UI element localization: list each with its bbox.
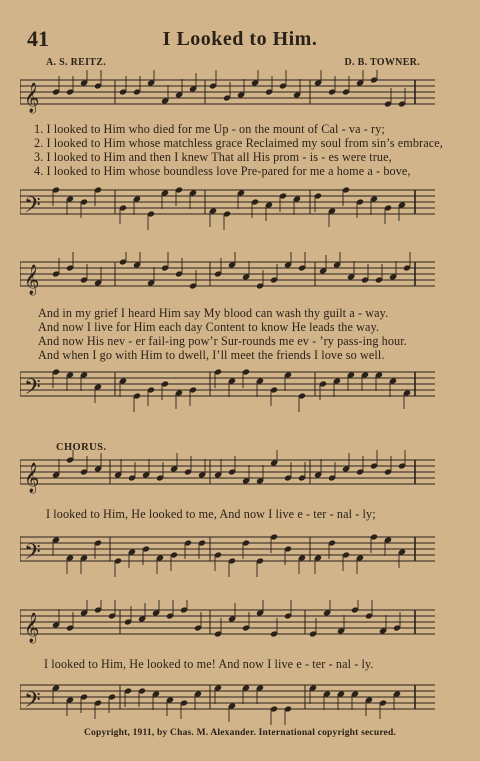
chorus-label: CHORUS. <box>56 442 107 453</box>
clef-icon: 𝄢 <box>24 688 41 718</box>
verse-4-line-1: 4. I looked to Him whose boundless love Pre-pared for me a home a - bove, <box>34 164 411 178</box>
copyright-notice: Copyright, 1911, by Chas. M. Alexander. International copyright secured. <box>83 728 397 738</box>
clef-icon: 𝄢 <box>24 540 41 570</box>
treble-staff-4 <box>20 600 435 652</box>
bass-staff-2 <box>20 362 435 412</box>
clef-icon: 𝄢 <box>24 193 41 223</box>
bass-staff-1 <box>20 180 435 230</box>
verse-2-line-2: And now I live for Him each day Content to know He leads the way. <box>38 320 380 334</box>
bass-staff-4 <box>20 675 435 727</box>
hymn-title: I Looked to Him. <box>162 28 318 50</box>
clef-icon: 𝄞 <box>24 265 40 295</box>
verse-3-line-1: 3. I looked to Him and then I knew That all His prom - is - es were true, <box>34 150 392 164</box>
treble-staff-2 <box>20 252 435 302</box>
author-credit: A. S. REITZ. <box>46 57 107 68</box>
verse-1-line-1: 1. I looked to Him who died for me Up - on the mount of Cal - va - ry; <box>34 122 385 136</box>
treble-staff-1 <box>20 70 435 120</box>
treble-staff-3 <box>20 450 435 502</box>
chorus-line-2: I looked to Him, He looked to me! And now I live e - ter - nal - ly. <box>44 657 374 671</box>
verse-3-line-2: And now His nev - er fail-ing pow’r Sur-rounds me ev - ’ry pass-ing hour. <box>38 334 407 348</box>
clef-icon: 𝄢 <box>24 375 41 405</box>
clef-icon: 𝄞 <box>24 463 40 493</box>
bass-staff-3 <box>20 527 435 579</box>
verse-2-line-1: 2. I looked to Him whose matchless grace Reclaimed my soul from sin’s embrace, <box>34 136 443 150</box>
clef-icon: 𝄞 <box>24 613 40 643</box>
chorus-line-1: I looked to Him, He looked to me, And now I live e - ter - nal - ly; <box>46 507 376 521</box>
clef-icon: 𝄞 <box>24 83 40 113</box>
verse-4-line-2: And when I go with Him to dwell, I’ll meet the friends I love so well. <box>38 348 385 362</box>
verse-1-line-2: And in my grief I heard Him say My blood can wash thy guilt a - way. <box>38 306 389 320</box>
composer-credit: D. B. TOWNER. <box>344 57 420 68</box>
hymn-number: 41 <box>27 26 49 51</box>
